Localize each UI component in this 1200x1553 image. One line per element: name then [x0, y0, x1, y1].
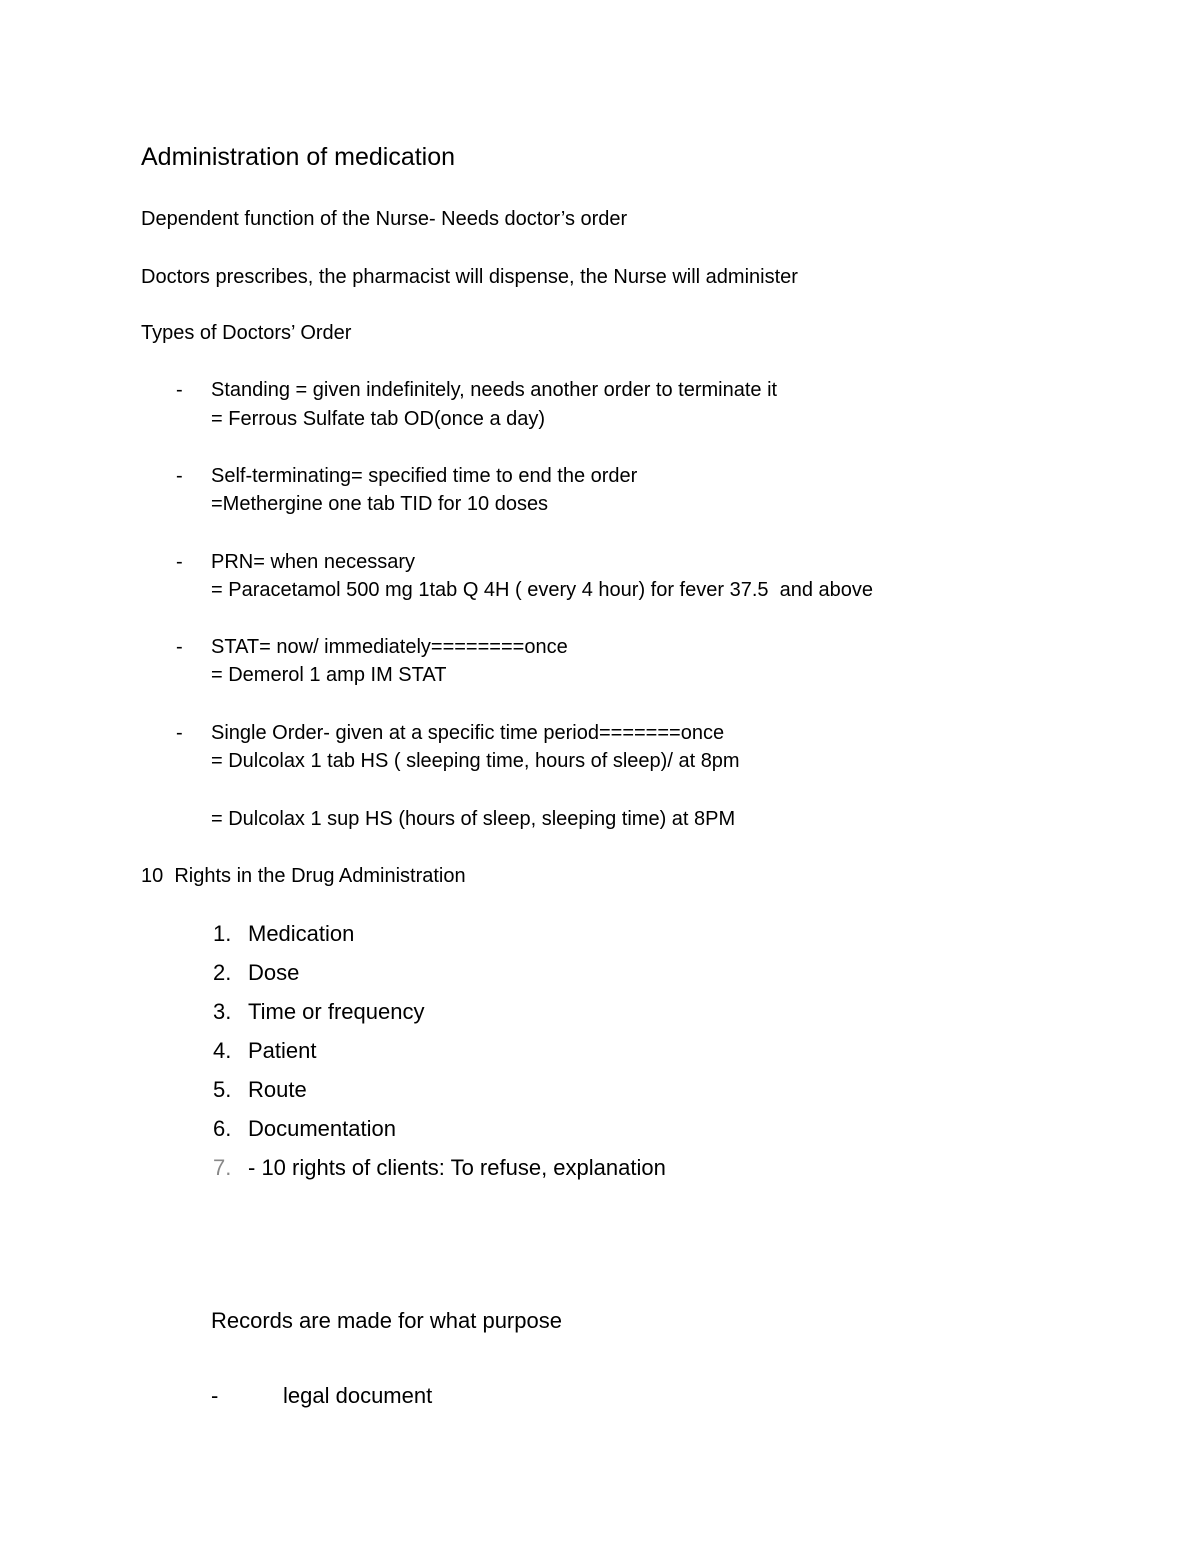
- order-prn-example: = Paracetamol 500 mg 1tab Q 4H ( every 4 hour) for fever 37.5 and above: [211, 579, 874, 601]
- records-item-legal-document: legal document: [283, 1383, 433, 1408]
- paragraph-roles: Doctors prescribes, the pharmacist will dispense, the Nurse will administer: [141, 266, 798, 288]
- order-self-terminating-example: =Methergine one tab TID for 10 doses: [211, 493, 549, 515]
- order-stat-example: = Demerol 1 amp IM STAT: [211, 664, 447, 686]
- right-time: Time or frequency: [248, 999, 425, 1024]
- list-item-number: 2.: [213, 960, 232, 985]
- list-bullet: -: [176, 636, 183, 658]
- list-item-number: 3.: [213, 999, 232, 1024]
- list-bullet: -: [176, 722, 183, 744]
- order-single-example: = Dulcolax 1 tab HS ( sleeping time, hours of sleep)/ at 8pm: [211, 750, 740, 772]
- list-item-number: 4.: [213, 1038, 232, 1063]
- right-medication: Medication: [248, 921, 355, 946]
- order-standing-example: = Ferrous Sulfate tab OD(once a day): [211, 408, 546, 430]
- list-item-number: 1.: [213, 921, 232, 946]
- order-single-example-2: = Dulcolax 1 sup HS (hours of sleep, sleeping time) at 8PM: [211, 808, 736, 830]
- order-self-terminating: Self-terminating= specified time to end the order: [211, 465, 638, 487]
- order-stat: STAT= now/ immediately========once: [211, 636, 568, 658]
- right-route: Route: [248, 1077, 307, 1102]
- records-heading: Records are made for what purpose: [211, 1308, 562, 1333]
- list-bullet: -: [211, 1383, 219, 1408]
- rights-heading: 10 Rights in the Drug Administration: [141, 865, 466, 887]
- list-item-number: 5.: [213, 1077, 232, 1102]
- list-bullet: -: [176, 551, 183, 573]
- page-title: Administration of medication: [141, 143, 456, 171]
- list-item-number: 7.: [213, 1155, 232, 1180]
- right-clients: - 10 rights of clients: To refuse, explanation: [248, 1155, 666, 1180]
- right-patient: Patient: [248, 1038, 317, 1063]
- order-standing: Standing = given indefinitely, needs another order to terminate it: [211, 379, 778, 401]
- right-documentation: Documentation: [248, 1116, 396, 1141]
- order-single: Single Order- given at a specific time period=======once: [211, 722, 725, 744]
- order-prn: PRN= when necessary: [211, 551, 415, 573]
- right-dose: Dose: [248, 960, 300, 985]
- types-heading: Types of Doctors’ Order: [141, 322, 352, 344]
- list-bullet: -: [176, 465, 183, 487]
- list-item-number: 6.: [213, 1116, 232, 1141]
- list-bullet: -: [176, 379, 183, 401]
- paragraph-dependent-function: Dependent function of the Nurse- Needs doctor’s order: [141, 208, 628, 230]
